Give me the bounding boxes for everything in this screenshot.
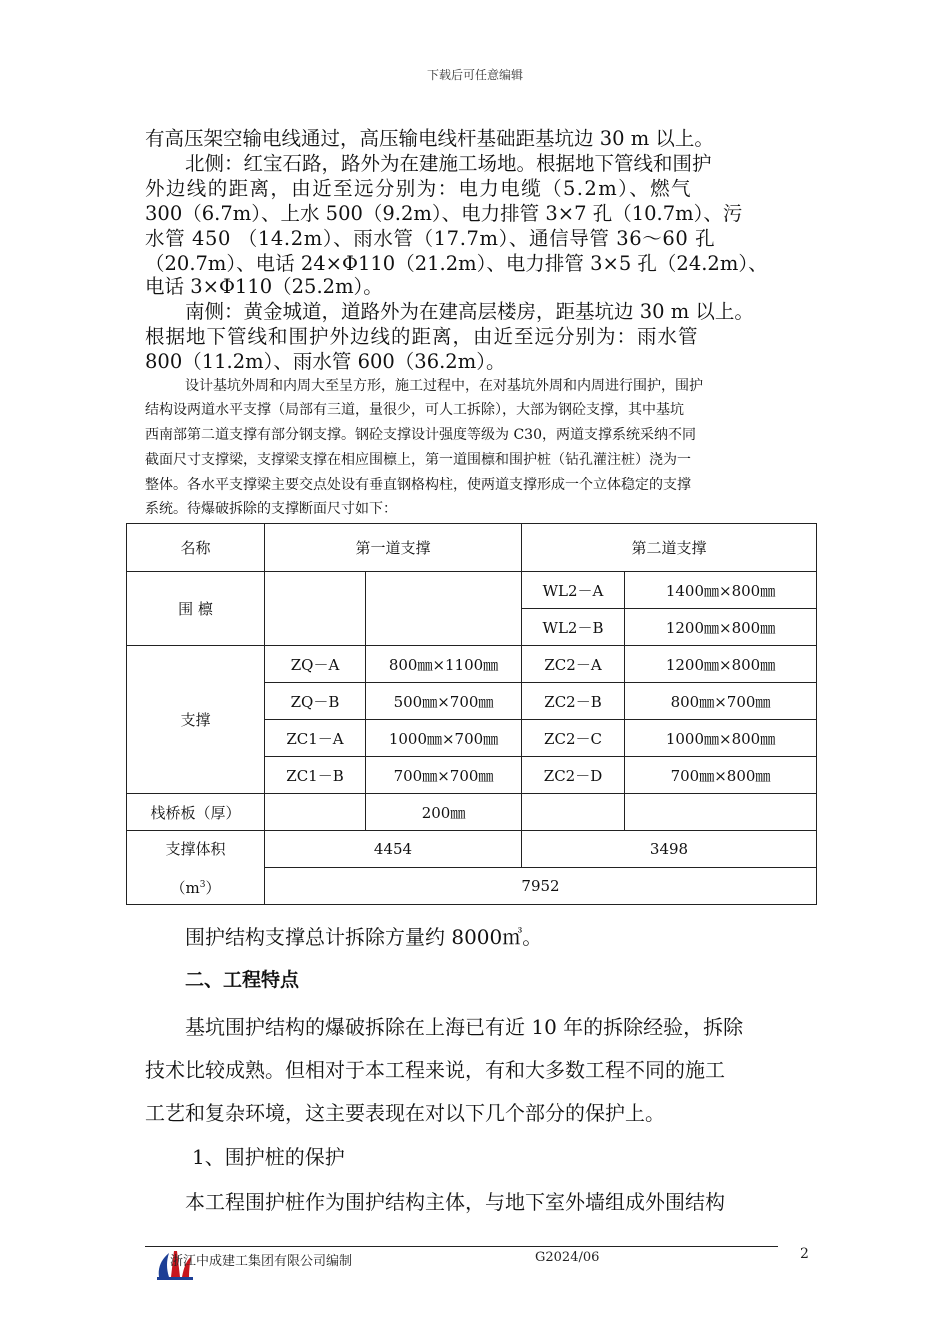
table-cell xyxy=(265,572,366,646)
table-cell xyxy=(265,794,366,831)
paragraph-line: 外边线的距离，由近至远分别为：电力电缆（5.2m）、燃气 xyxy=(145,177,692,200)
paragraph-line: 截面尺寸支撑梁，支撑梁支撑在相应围檩上，第一道围檩和围护桩（钻孔灌注桩）浇为一 xyxy=(145,452,691,468)
paragraph-line: 800（11.2m）、雨水管 600（36.2m）。 xyxy=(145,350,506,373)
table-cell: ZC1－B xyxy=(265,757,366,794)
row-label-zhanqiao: 栈桥板（厚） xyxy=(127,794,265,831)
table-cell xyxy=(522,794,625,831)
footer-company: 浙江中成建工集团有限公司编制 xyxy=(170,1254,353,1269)
table-cell: WL2－A xyxy=(522,572,625,609)
table-cell: ZC1－A xyxy=(265,720,366,757)
page-number: 2 xyxy=(800,1246,809,1262)
paragraph-line: 300（6.7m）、上水 500（9.2m）、电力排管 3×7 孔（10.7m）、污 xyxy=(145,202,743,225)
table-cell: WL2－B xyxy=(522,609,625,646)
paragraph-line: 技术比较成熟。但相对于本工程来说，有和大多数工程不同的施工 xyxy=(145,1058,725,1082)
paragraph-line: 水管 450 （14.2m）、雨水管（17.7m）、通信导管 36～60 孔 xyxy=(145,227,716,250)
paragraph-line: 设计基坑外周和内周大至呈方形，施工过程中，在对基坑外周和内周进行围护，围护 xyxy=(185,378,703,394)
table-header-first: 第一道支撑 xyxy=(265,524,522,572)
subsection-heading: 1、围护桩的保护 xyxy=(192,1145,345,1169)
table-cell xyxy=(625,794,817,831)
paragraph-line: 南侧：黄金城道，道路外为在建高层楼房，距基坑边 30 m 以上。 xyxy=(185,300,754,323)
table-cell xyxy=(366,572,522,646)
paragraph-line: 根据地下管线和围护外边线的距离，由近至远分别为：雨水管 xyxy=(145,325,699,348)
row-label-volume xyxy=(127,831,265,905)
table-cell: ZC2－C xyxy=(522,720,625,757)
paragraph-line: 围护结构支撑总计拆除方量约 8000㎥。 xyxy=(185,925,543,949)
table-cell: 1200㎜×800㎜ xyxy=(625,646,817,683)
table-cell: 1200㎜×800㎜ xyxy=(625,609,817,646)
paragraph-line: （20.7m）、电话 24×Φ110（21.2m）、电力排管 3×5 孔（24.2m）、 xyxy=(145,252,768,275)
table-header-second: 第二道支撑 xyxy=(522,524,817,572)
paragraph-line: 北侧：红宝石路，路外为在建施工场地。根据地下管线和围护 xyxy=(185,152,712,175)
section-heading: 二、工程特点 xyxy=(185,969,300,991)
table-row xyxy=(127,646,817,683)
paragraph-line: 西南部第二道支撑有部分钢支撑。钢砼支撑设计强度等级为 C30，两道支撑系统采纳不同 xyxy=(145,427,696,443)
table-cell: 800㎜×1100㎜ xyxy=(366,646,522,683)
table-cell: 1000㎜×800㎜ xyxy=(625,720,817,757)
table-cell: ZQ－A xyxy=(265,646,366,683)
row-label-zhicheng: 支撑 xyxy=(127,646,265,794)
paragraph-line: 整体。各水平支撑梁主要交点处设有垂直钢格构柱，使两道支撑形成一个立体稳定的支撑 xyxy=(145,477,691,493)
table-cell: 4454 xyxy=(265,831,522,868)
table-row xyxy=(127,572,817,609)
table-cell: 3498 xyxy=(522,831,817,868)
table-cell: ZQ－B xyxy=(265,683,366,720)
paragraph-line: 有高压架空输电线通过，高压输电线杆基础距基坑边 30 m 以上。 xyxy=(145,127,714,150)
paragraph-line: 系统。待爆破拆除的支撑断面尺寸如下： xyxy=(145,501,397,517)
support-section-table xyxy=(126,523,817,905)
table-row xyxy=(127,794,817,831)
row-label-weilin: 围 檩 xyxy=(127,572,265,646)
paragraph-line: 本工程围护桩作为围护结构主体，与地下室外墙组成外围结构 xyxy=(185,1190,725,1214)
table-cell: 1400㎜×800㎜ xyxy=(625,572,817,609)
footer-divider xyxy=(145,1246,778,1247)
table-cell: ZC2－A xyxy=(522,646,625,683)
volume-label-line1: 支撑体积 xyxy=(165,839,226,858)
table-header-name: 名称 xyxy=(127,524,265,572)
table-cell: ZC2－B xyxy=(522,683,625,720)
paragraph-line: 工艺和复杂环境，这主要表现在对以下几个部分的保护上。 xyxy=(145,1101,665,1125)
table-cell: 7952 xyxy=(265,868,817,905)
table-cell: 500㎜×700㎜ xyxy=(366,683,522,720)
table-cell: ZC2－D xyxy=(522,757,625,794)
table-row xyxy=(127,831,817,868)
table-cell: 700㎜×700㎜ xyxy=(366,757,522,794)
table-cell: 200㎜ xyxy=(366,794,522,831)
table-header-row xyxy=(127,524,817,572)
table-cell: 700㎜×800㎜ xyxy=(625,757,817,794)
paragraph-line: 基坑围护结构的爆破拆除在上海已有近 10 年的拆除经验，拆除 xyxy=(185,1015,744,1039)
table-cell: 800㎜×700㎜ xyxy=(625,683,817,720)
footer-code: G2024/06 xyxy=(535,1250,600,1265)
volume-label-unit-close: ） xyxy=(205,878,221,897)
volume-label-unit-open: （m xyxy=(170,878,200,897)
paragraph-line: 结构设两道水平支撑（局部有三道，量很少，可人工拆除），大部为钢砼支撑，其中基坑 xyxy=(145,402,684,418)
volume-label-sup: 3 xyxy=(199,879,206,890)
paragraph-line: 电话 3×Φ110（25.2m）。 xyxy=(145,275,383,298)
header-note: 下载后可任意编辑 xyxy=(426,68,523,82)
table-cell: 1000㎜×700㎜ xyxy=(366,720,522,757)
